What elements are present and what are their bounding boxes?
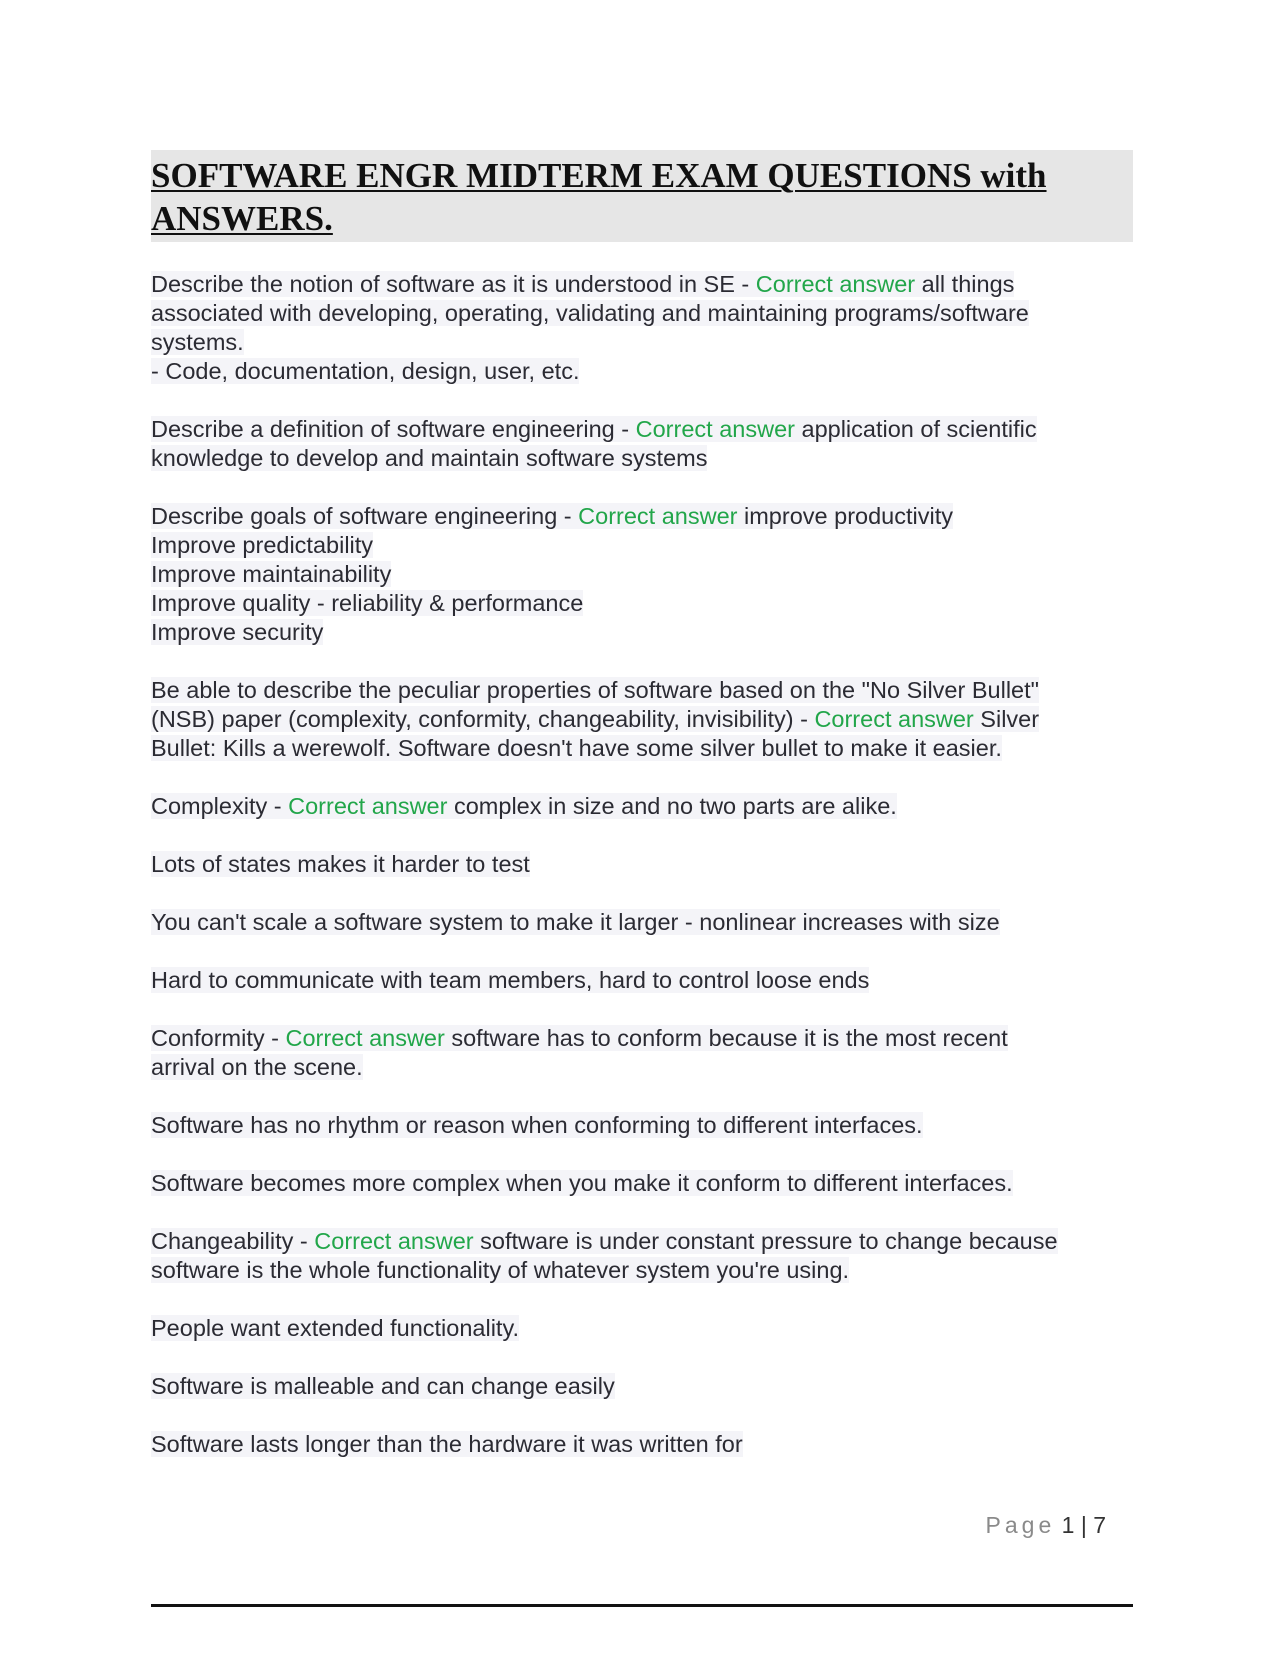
question-lead: Be able to describe the peculiar properties of software based on the "No Silver Bullet": [151, 677, 1039, 703]
qa-item: [151, 502, 1133, 647]
question-text: Complexity -: [151, 793, 289, 819]
qa-item: [151, 792, 1133, 821]
question-text: Conformity -: [151, 1025, 286, 1051]
page-total: 7: [1093, 1512, 1106, 1538]
correct-answer-label: Correct answer: [578, 503, 738, 529]
question-text: Describe a definition of software engineering -: [151, 416, 636, 442]
qa-item: [151, 270, 1133, 386]
title-line-2: ANSWERS.: [151, 199, 333, 238]
question-line: [151, 1025, 1008, 1051]
answer-line: software is the whole functionality of whatever system you're using.: [151, 1257, 850, 1283]
correct-answer-label: Correct answer: [285, 1025, 445, 1051]
statement-text: You can't scale a software system to make it larger - nonlinear increases with size: [151, 909, 1000, 935]
statement-text: Hard to communicate with team members, hard to control loose ends: [151, 967, 870, 993]
qa-item: [151, 1314, 1133, 1343]
statement-text: Software has no rhythm or reason when conforming to different interfaces.: [151, 1112, 923, 1138]
question-line: [151, 416, 1037, 442]
answer-text: complex in size and no two parts are alike.: [447, 793, 897, 819]
document-page: [151, 150, 1133, 1488]
footer-divider: [151, 1604, 1133, 1607]
page-label: Page: [985, 1512, 1056, 1538]
question-line: [151, 706, 1039, 732]
question-text: (NSB) paper (complexity, conformity, changeability, invisibility) -: [151, 706, 815, 732]
qa-item: [151, 966, 1133, 995]
question-line: [151, 271, 1014, 297]
page-number: [986, 1512, 1106, 1539]
correct-answer-label: Correct answer: [288, 793, 448, 819]
answer-text: all things: [915, 271, 1015, 297]
title-line-1: SOFTWARE ENGR MIDTERM EXAM QUESTIONS with: [151, 156, 1047, 195]
page-separator: |: [1074, 1512, 1094, 1538]
page-current: 1: [1061, 1512, 1075, 1538]
question-text: Changeability -: [151, 1228, 315, 1254]
answer-text: application of scientific: [794, 416, 1037, 442]
qa-item: [151, 908, 1133, 937]
qa-content: [151, 270, 1133, 1459]
answer-line: Improve maintainability: [151, 561, 392, 587]
correct-answer-label: Correct answer: [635, 416, 795, 442]
qa-item: [151, 1169, 1133, 1198]
correct-answer-label: Correct answer: [814, 706, 974, 732]
question-line: [151, 1228, 1058, 1254]
question-text: Describe the notion of software as it is understood in SE -: [151, 271, 756, 297]
answer-text: software is under constant pressure to change because: [473, 1228, 1058, 1254]
answer-line: Bullet: Kills a werewolf. Software doesn't have some silver bullet to make it easier.: [151, 735, 1002, 761]
answer-line: systems.: [151, 329, 244, 355]
answer-text: software has to conform because it is the most recent: [444, 1025, 1008, 1051]
answer-line: knowledge to develop and maintain software systems: [151, 445, 708, 471]
qa-item: [151, 1430, 1133, 1459]
qa-item: [151, 1024, 1133, 1082]
question-line: [151, 503, 953, 529]
statement-text: Lots of states makes it harder to test: [151, 851, 530, 877]
answer-text: Silver: [973, 706, 1040, 732]
statement-text: Software is malleable and can change easily: [151, 1373, 615, 1399]
answer-line: arrival on the scene.: [151, 1054, 363, 1080]
statement-text: Software lasts longer than the hardware it was written for: [151, 1431, 743, 1457]
correct-answer-label: Correct answer: [314, 1228, 474, 1254]
answer-line: Improve quality - reliability & performance: [151, 590, 584, 616]
qa-item: [151, 415, 1133, 473]
question-line: [151, 793, 897, 819]
qa-item: [151, 850, 1133, 879]
answer-line: Improve predictability: [151, 532, 374, 558]
statement-text: People want extended functionality.: [151, 1315, 519, 1341]
answer-line: associated with developing, operating, validating and maintaining programs/software: [151, 300, 1029, 326]
answer-line: Improve security: [151, 619, 324, 645]
answer-line: - Code, documentation, design, user, etc.: [151, 358, 580, 384]
answer-text: improve productivity: [737, 503, 953, 529]
document-title: [151, 150, 1133, 242]
qa-item: [151, 1111, 1133, 1140]
question-text: Describe goals of software engineering -: [151, 503, 579, 529]
qa-item: [151, 1227, 1133, 1285]
correct-answer-label: Correct answer: [755, 271, 916, 297]
statement-text: Software becomes more complex when you make it conform to different interfaces.: [151, 1170, 1013, 1196]
qa-item: [151, 676, 1133, 763]
qa-item: [151, 1372, 1133, 1401]
